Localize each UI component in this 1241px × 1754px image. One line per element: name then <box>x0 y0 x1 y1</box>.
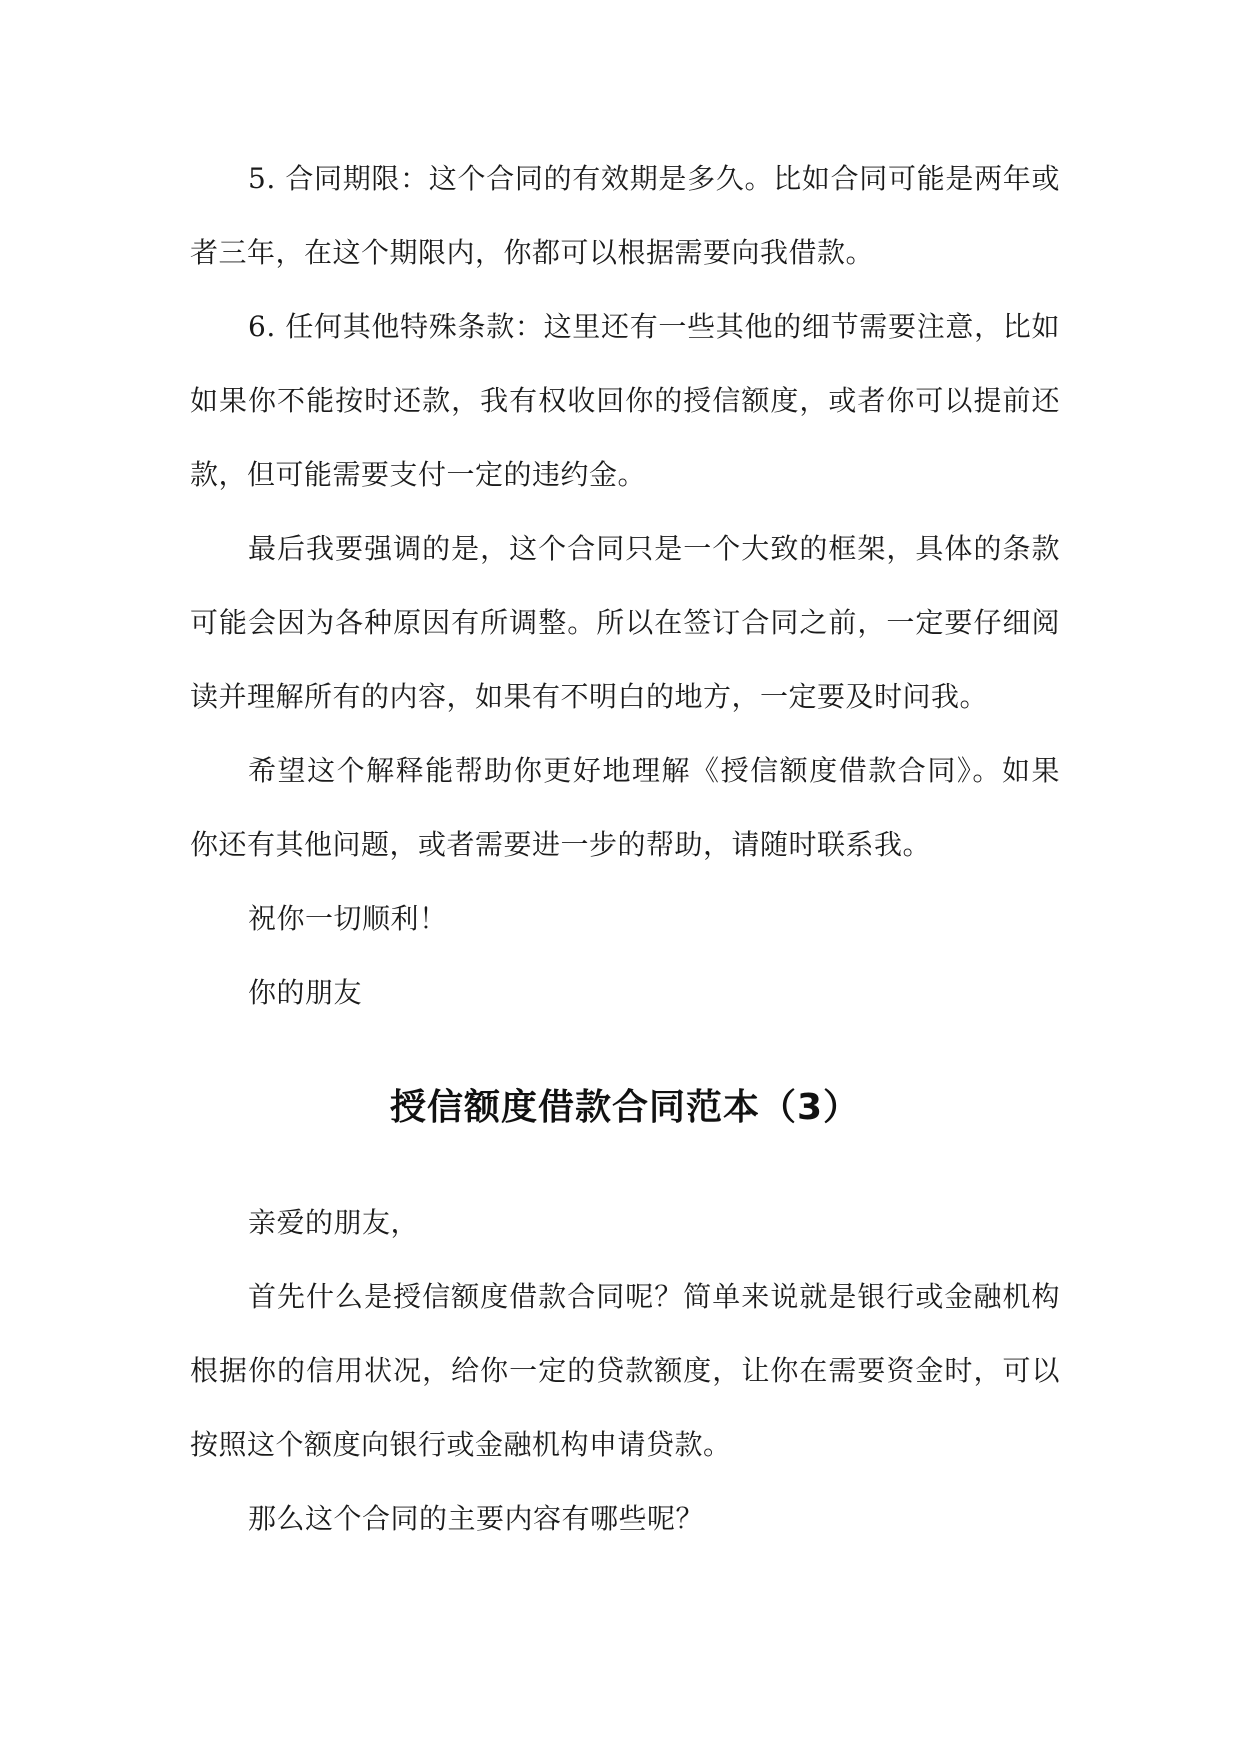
paragraph-term: 5. 合同期限：这个合同的有效期是多久。比如合同可能是两年或者三年，在这个期限内，你都可以根据需要向我借款。 <box>190 162 1060 269</box>
paragraph-hope: 希望这个解释能帮助你更好地理解《授信额度借款合同》。如果你还有其他问题，或者需要进一步的帮助，请随时联系我。 <box>190 754 1060 861</box>
paragraph-wishes: 祝你一切顺利！ <box>248 902 448 935</box>
paragraph-signature: 你的朋友 <box>248 976 363 1009</box>
paragraph-emphasis: 最后我要强调的是，这个合同只是一个大致的框架，具体的条款可能会因为各种原因有所调整。所以在签订合同之前，一定要仔细阅读并理解所有的内容，如果有不明白的地方，一定要及时问我。 <box>190 532 1060 713</box>
document-body <box>190 142 1060 1556</box>
paragraph-question: 那么这个合同的主要内容有哪些呢？ <box>248 1502 705 1535</box>
section-title: 授信额度借款合同范本（3） <box>389 1087 861 1128</box>
paragraph-definition: 首先什么是授信额度借款合同呢？简单来说就是银行或金融机构根据你的信用状况，给你一定的贷款额度，让你在需要资金时，可以按照这个额度向银行或金融机构申请贷款。 <box>190 1280 1060 1461</box>
paragraph-special-terms: 6. 任何其他特殊条款：这里还有一些其他的细节需要注意，比如如果你不能按时还款，我有权收回你的授信额度，或者你可以提前还款，但可能需要支付一定的违约金。 <box>190 310 1060 491</box>
paragraph-greeting: 亲爱的朋友， <box>248 1206 420 1239</box>
